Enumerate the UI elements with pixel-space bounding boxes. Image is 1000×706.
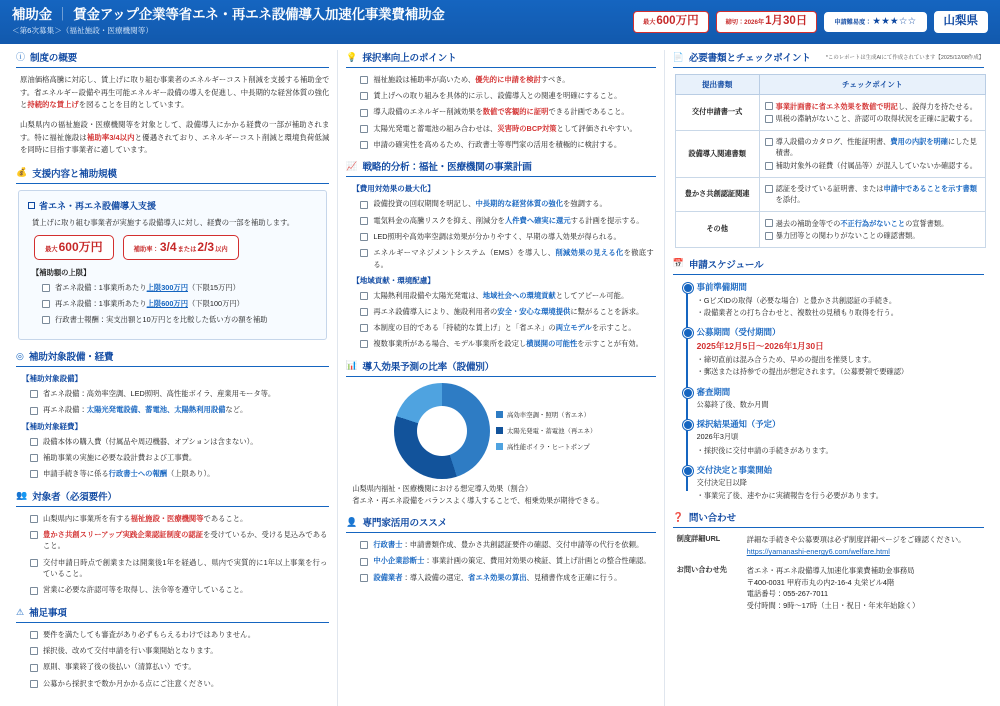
- item-post: を示すこと。: [591, 323, 636, 333]
- expert-highlight: 省エネ効果の算出: [468, 572, 527, 582]
- section-experts-header: [346, 515, 655, 533]
- item-pre: 電気料金の高騰リスクを抑え、削減分を: [373, 215, 505, 225]
- section-tips-title: 採択率向上のポイント: [362, 53, 457, 64]
- item-post: すべき。: [540, 75, 570, 84]
- check-post: を添付。: [775, 195, 805, 205]
- column-header-checkpoint: チェックポイント: [759, 75, 985, 95]
- calendar-icon: 📅: [672, 258, 684, 269]
- section-support-title: 支援内容と補助規模: [32, 168, 117, 180]
- timeline-item: [697, 386, 984, 411]
- item-pre: 営業に必要な許認可等を取得し、法令等を遵守していること。: [43, 585, 248, 595]
- check-pre: 県税の滞納がないこと、許認可の取得状況を正確に記載する。: [775, 114, 977, 124]
- cell-checkpoints: [759, 95, 985, 131]
- expert-name: 中小企業診断士: [373, 556, 425, 566]
- info-icon: ⓘ: [16, 51, 26, 62]
- contact-office-label: お問い合わせ先: [676, 564, 727, 574]
- title-separator: ｜: [55, 6, 70, 22]
- list-item: [765, 230, 980, 241]
- column-middle: [337, 50, 664, 706]
- list-item: [42, 298, 315, 310]
- cell-checkpoints: [759, 177, 985, 211]
- badge-max-amount: [633, 11, 709, 33]
- overview-paragraph-2: [20, 119, 329, 157]
- section-experts-title: 専門家活用のススメ: [362, 518, 448, 530]
- cell-document-name: 設備導入関連書類: [675, 130, 759, 177]
- item-post: （上限あり）。: [167, 468, 215, 478]
- pill-subsidy-rate: [123, 235, 239, 259]
- section-documents-title: 必要書類とチェックポイント: [688, 53, 811, 64]
- list-item: [765, 101, 980, 112]
- legend-label: 高効率空調・照明（省エネ）: [506, 412, 591, 420]
- page-subtitle: ＜第6次募集＞（福祉施設・医療機関等）: [12, 26, 153, 36]
- timeline-item: [697, 326, 984, 377]
- timeline-title: 公募期間（受付期間）: [696, 327, 781, 338]
- eligible-group2-list: [16, 436, 329, 480]
- item-pre: 導入設備のエネルギー削減効果を: [373, 107, 483, 117]
- document-icon: 📄: [672, 51, 684, 62]
- section-strategy: [346, 159, 655, 350]
- item-highlight: 優先的に申請を検討: [475, 75, 541, 84]
- item-post: を徹底する。: [373, 247, 654, 269]
- item-post: に繋がることを訴求。: [570, 306, 644, 316]
- timeline-item: [697, 418, 984, 455]
- list-item: [360, 74, 653, 86]
- overview-paragraph-1: [20, 74, 329, 112]
- timeline-bullet: ・設備業者との打ち合わせと、複数社の見積もり取得を行う。: [696, 308, 898, 318]
- chart-caption: [352, 483, 655, 506]
- badge-max-amount-value: 600万円: [656, 15, 699, 28]
- support-pills: [34, 235, 317, 259]
- expert-desc: ：導入設備の選定、: [402, 572, 469, 582]
- section-contact-header: [673, 510, 984, 528]
- strategy-group2-label: 【地域貢献・環境配慮】: [352, 275, 435, 285]
- item-post: を受けているか、受ける見込みであること。: [43, 529, 328, 551]
- contact-url-row: [673, 534, 984, 558]
- support-box-title: 省エネ・再エネ設備導入支援: [39, 200, 157, 211]
- cell-document-name: その他: [675, 212, 759, 248]
- table-header-row: [675, 75, 985, 95]
- item-highlight: 数値で客観的に証明: [482, 107, 549, 117]
- item-pre: 申請手続き等に係る: [43, 468, 109, 478]
- strategy-group1-list: [346, 198, 655, 270]
- item-post: する計画を提示する。: [570, 215, 644, 225]
- list-item: [360, 106, 653, 118]
- item-post: （下限15万円）: [188, 282, 240, 292]
- list-item: [30, 436, 327, 448]
- pill-max-amount: [34, 235, 114, 259]
- section-chart-header: [346, 359, 655, 377]
- item-pre: 山梨県内に事業所を有する: [43, 513, 131, 523]
- badge-deadline-label: 締切：2026年: [725, 19, 765, 27]
- section-notes-header: [16, 605, 329, 623]
- check-pre: 導入設備のカタログ、性能証明書、: [775, 137, 891, 147]
- column-header-document: 提出書類: [675, 75, 759, 95]
- check-pre: 暴力団等との関わりがないことの確認書類。: [775, 231, 920, 241]
- section-chart: [346, 359, 655, 506]
- item-highlight: 中長期的な経営体質の強化: [475, 199, 564, 209]
- badge-difficulty-label: 申請難易度：: [834, 19, 872, 27]
- legend-item: [496, 426, 608, 435]
- eligible-group1-list: [16, 388, 329, 416]
- badge-region-value: 山梨県: [943, 15, 978, 28]
- item-highlight: 地域社会への環境貢献: [482, 290, 556, 300]
- overview-p2-a: 山梨県内の福祉施設・医療機関等を対象として、設備導入にかかる経費の一部が補助されます。特に福祉施設は: [20, 119, 330, 142]
- cell-checkpoints: [759, 130, 985, 177]
- notes-list: [16, 629, 329, 689]
- strategy-group1-label: 【費用対効果の最大化】: [352, 184, 435, 194]
- people-icon: 👥: [16, 490, 28, 501]
- support-box-description: 賃上げに取り組む事業者が実施する設備導入に対し、経費の一部を補助します。: [32, 217, 295, 227]
- question-icon: ❓: [672, 511, 684, 522]
- section-notes: [16, 605, 329, 689]
- item-pre: 太陽熱利用設備や太陽光発電は、: [373, 290, 483, 300]
- list-item: [360, 198, 653, 210]
- expert-desc-post: 、見積書作成を正確に行う。: [526, 572, 622, 582]
- legend-item: [496, 442, 608, 451]
- item-highlight: 豊かさ共創スリーアップ実践企業認証制度の認証: [43, 529, 204, 539]
- timeline-bullet: ・締切直前は混み合うため、早めの提出を推奨します。: [696, 355, 876, 365]
- list-item: [42, 282, 315, 294]
- item-highlight: 両立モデル: [555, 323, 592, 333]
- list-item: [360, 215, 653, 227]
- list-item: [765, 113, 980, 124]
- support-box: [18, 190, 327, 340]
- section-tips: [346, 50, 655, 150]
- expert-desc: ：申請書類作成、豊かさ共創認証要件の確認、交付申請等の代行を依頼。: [402, 540, 644, 550]
- badge-max-amount-label: 最大: [643, 19, 656, 27]
- section-documents: [673, 50, 984, 248]
- table-row: [675, 212, 985, 248]
- item-pre: 複数事業所がある場合、モデル事業所を設定し: [373, 339, 527, 349]
- overview-p1-b: を図ることを目的としています。: [78, 100, 189, 110]
- section-overview-header: [16, 50, 329, 68]
- item-pre: LED照明や高効率空調は効果が分かりやすく、早期の導入効果が得られる。: [373, 231, 621, 241]
- item-post: できる計画であること。: [548, 107, 629, 117]
- legend-label: 高性能ボイラ・ヒートポンプ: [506, 444, 590, 452]
- check-pre: 補助対象外の経費（付属品等）が混入していないか確認する。: [775, 161, 977, 171]
- chart-bar-icon: 📊: [346, 360, 358, 371]
- check-post: にした見積書。: [775, 137, 977, 158]
- list-item: [30, 452, 327, 464]
- timeline-title: 採択結果通知（予定）: [696, 419, 781, 430]
- item-highlight: 上限300万円: [146, 282, 188, 292]
- ai-generation-note: *このレポートは生成AIにて作成されています【2025/12/08作成】: [825, 54, 984, 61]
- list-item: [30, 557, 327, 580]
- table-row: [675, 177, 985, 211]
- list-item: [30, 513, 327, 525]
- item-pre: 賃上げへの取り組みを具体的に示し、設備導入との関連を明確にすること。: [373, 91, 622, 101]
- section-notes-title: 補足事項: [29, 608, 67, 620]
- person-icon: 👤: [346, 516, 358, 527]
- legend-label: 太陽光発電・蓄電池（再エネ）: [506, 428, 597, 436]
- timeline-item: [697, 464, 984, 501]
- contact-office-name: 省エネ・再エネ設備導入加速化事業費補助金事務局: [746, 565, 915, 575]
- check-highlight: 申請中であることを示す書類: [883, 184, 977, 194]
- section-overview: [16, 50, 329, 157]
- section-support-header: [16, 166, 329, 184]
- contact-hours: 受付時間：9時～17時（土日・祝日・年末年始除く）: [746, 601, 920, 611]
- pill-max-value: 600万円: [58, 240, 103, 255]
- list-item: [765, 136, 980, 158]
- check-post: し、説得力を持たせる。: [897, 101, 977, 111]
- list-item: [360, 139, 653, 151]
- check-highlight: 費用の内訳を明確: [890, 137, 948, 147]
- eligible-group1-label: 【補助対象設備】: [22, 374, 82, 384]
- section-support: [16, 166, 329, 340]
- section-strategy-title: 戦略的分析：福祉・医療機関の事業計画: [362, 162, 532, 174]
- timeline-subtitle: 公募終了後、数か月間: [696, 399, 769, 409]
- item-post: を示すことが有効。: [577, 339, 643, 349]
- table-row: [675, 130, 985, 177]
- list-item: [42, 314, 315, 326]
- legend-swatch-icon: [496, 443, 503, 450]
- legend-swatch-icon: [496, 411, 503, 418]
- list-item: [360, 322, 653, 334]
- item-pre: 申請の確実性を高めるため、行政書士等専門家の活用を積極的に検討する。: [373, 139, 622, 149]
- item-pre: エネルギーマネジメントシステム（EMS）を導入し、: [373, 247, 556, 257]
- item-highlight: 行政書士への報酬: [108, 468, 168, 478]
- support-cap-list: [28, 282, 317, 326]
- contact-url-label: 制度詳細URL: [676, 534, 721, 544]
- list-item: [360, 555, 653, 567]
- list-item: [360, 539, 653, 551]
- item-pre: 再エネ設備導入により、施設利用者の: [373, 306, 498, 316]
- chart-legend: [496, 410, 608, 451]
- section-eligible-title: 補助対象設備・経費: [28, 352, 114, 364]
- header-title-block: [12, 8, 633, 37]
- timeline-title: 交付決定と事業開始: [696, 464, 773, 475]
- warning-icon: ⚠: [16, 606, 25, 617]
- badge-deadline: [716, 11, 818, 33]
- timeline-bullet: ・郵送または持参での提出が想定されます。（公募要領で要確認）: [696, 367, 909, 377]
- list-item: 要件を満たしても審査があり必ずもらえるわけではありません。: [30, 629, 327, 641]
- item-pre: 省エネ設備：高効率空調、LED照明、高性能ボイラ、産業用モータ等。: [43, 389, 276, 399]
- item-highlight: 横展開の可能性: [526, 339, 578, 349]
- eligible-group2-label: 【補助対象経費】: [22, 421, 82, 431]
- contact-address: 〒400-0031 甲府市丸の内2-16-4 丸栄ビル4階: [746, 577, 895, 587]
- list-item: [765, 183, 980, 205]
- section-target: [16, 489, 329, 597]
- list-item: [360, 338, 653, 350]
- page-title-rest: 賃金アップ企業等省エネ・再エネ設備導入加速化事業費補助金: [73, 6, 445, 22]
- overview-p2-highlight: 補助率3/4以内: [86, 132, 135, 142]
- badge-difficulty: [824, 12, 926, 32]
- checkbox-icon: [28, 202, 35, 209]
- check-pre: 認証を受けている証明書、または: [775, 184, 884, 194]
- column-left: [8, 50, 337, 706]
- timeline-title: 事前準備期間: [696, 281, 747, 292]
- section-target-header: [16, 489, 329, 507]
- cell-document-name: 豊かさ共創認証関連: [675, 177, 759, 211]
- pill-rate-tail: 以内: [215, 246, 228, 254]
- item-highlight: 上限600万円: [146, 298, 188, 308]
- experts-list: [346, 539, 655, 583]
- legend-swatch-icon: [496, 427, 503, 434]
- header-badges: [633, 11, 988, 33]
- item-pre: 設備本体の購入費（付属品や周辺機器、オプションは含まない）。: [43, 436, 258, 446]
- item-pre: 交付申請日時点で創業または開業後1年を経過し、県内で実質的に1年以上事業を行っていること。: [43, 557, 328, 579]
- section-strategy-header: [346, 159, 655, 177]
- item-highlight: 安全・安心な環境提供: [497, 306, 571, 316]
- chart-line-icon: 📈: [346, 160, 358, 171]
- section-experts: [346, 515, 655, 583]
- list-item: [30, 584, 327, 596]
- list-item: [360, 231, 653, 243]
- check-pre: 過去の補助金等での: [775, 218, 841, 228]
- star-rating-icon: ★★★☆☆: [872, 16, 917, 28]
- pill-rate-conj: または: [177, 246, 197, 254]
- item-post: を強調する。: [563, 199, 607, 209]
- section-contact: [673, 510, 984, 612]
- money-icon: 💰: [16, 167, 28, 178]
- pill-max-label: 最大: [45, 246, 58, 254]
- list-item: [360, 247, 653, 270]
- strategy-group2-list: [346, 290, 655, 350]
- section-eligible-header: [16, 349, 329, 367]
- support-cap-label: 【補助額の上限】: [32, 267, 91, 277]
- badge-region: [934, 11, 989, 33]
- list-item: [765, 218, 980, 229]
- program-detail-link[interactable]: https://yamanashi-energy6.com/welfare.html: [746, 547, 890, 557]
- contact-phone: 電話番号：055-267-7011: [746, 589, 829, 599]
- section-eligible-equipment: [16, 349, 329, 479]
- schedule-timeline: [683, 281, 984, 501]
- pill-rate-label: 補助率：: [133, 246, 159, 254]
- section-schedule-title: 申請スケジュール: [688, 259, 764, 271]
- cell-document-name: 交付申請書一式: [675, 95, 759, 131]
- page-header: [0, 0, 1000, 44]
- section-overview-title: 制度の概要: [30, 53, 77, 64]
- item-pre: 再エネ設備：: [43, 405, 87, 415]
- item-pre: 本制度の目的である「持続的な賃上げ」と「省エネ」の: [373, 323, 556, 333]
- timeline-title: 審査期間: [696, 386, 731, 397]
- item-highlight: 人件費へ確実に還元: [504, 215, 571, 225]
- item-highlight: 災害時のBCP対策: [497, 123, 557, 133]
- list-item: [360, 290, 653, 302]
- item-pre: 省エネ設備：1事業所あたり: [55, 282, 147, 292]
- list-item: 公募から採択まで数か月かかる点にご注意ください。: [30, 678, 327, 690]
- timeline-bullet: ・GビズIDの取得（必要な場合）と豊かさ共創認証の手続き。: [696, 295, 897, 305]
- section-contact-title: 問い合わせ: [688, 513, 736, 525]
- item-post: など。: [225, 405, 248, 415]
- timeline-bullet: ・採択後に交付申請の手続きがあります。: [696, 445, 833, 455]
- item-highlight: 福祉施設・医療機関等: [130, 513, 204, 523]
- expert-name: 設備業者: [373, 572, 403, 582]
- content-columns: [0, 44, 1000, 706]
- contact-url-description: 詳細な手続きや公募要項は必ず制度詳細ページをご確認ください。: [746, 535, 966, 545]
- item-pre: 福祉施設は補助率が高いため、: [373, 75, 476, 84]
- chart-caption-line1: 山梨県内福祉・医療機関における想定導入効果（割合）: [352, 483, 533, 493]
- contact-url-value: [747, 534, 984, 558]
- section-tips-header: [346, 50, 655, 68]
- timeline-subtitle: 2026年3月頃: [696, 432, 739, 442]
- item-highlight: 削減効果の見える化: [555, 247, 624, 257]
- item-pre: 太陽光発電と蓄電池の組み合わせは、: [373, 123, 498, 133]
- timeline-bullet: ・事業完了後、速やかに実績報告を行う必要があります。: [696, 491, 883, 501]
- check-highlight: 事業計画書に省エネ効果を数値で明記: [775, 101, 898, 111]
- section-chart-title: 導入効果予測の比率（設備別）: [362, 361, 495, 373]
- list-item: [360, 123, 653, 135]
- contact-office-row: [673, 565, 984, 612]
- badge-deadline-value: 1月30日: [765, 15, 808, 28]
- list-item: [30, 529, 327, 552]
- item-highlight: 太陽光発電設備、蓄電池、太陽熱利用設備: [86, 405, 226, 415]
- item-post: （下限100万円）: [188, 298, 244, 308]
- timeline-subtitle: 交付決定日以降: [696, 477, 747, 487]
- bulb-icon: 💡: [346, 51, 358, 62]
- cell-checkpoints: [759, 212, 985, 248]
- item-post: として評価されやすい。: [556, 123, 637, 133]
- list-item: [360, 306, 653, 318]
- item-pre: 補助事業の実施に必要な設計費および工事費。: [43, 452, 197, 462]
- contact-office-value: [747, 565, 984, 612]
- section-documents-header: [673, 50, 984, 68]
- check-highlight: 不正行為がないこと: [840, 218, 906, 228]
- overview-p1-a: 原油価格高騰に対応し、賃上げに取り組む事業者のエネルギーコスト削減を支援する補助金です。省エネルギー設備や再生可能エネルギー設備の導入を促進し、中長期的な経営体質の強化と: [20, 75, 330, 110]
- item-pre: 再エネ設備：1事業所あたり: [55, 298, 147, 308]
- pill-rate-value-1: 3/4: [159, 240, 177, 255]
- page-title-main: 補助金: [12, 6, 52, 22]
- documents-table: [675, 74, 986, 248]
- expert-name: 行政書士: [373, 540, 403, 550]
- tips-list: [346, 74, 655, 150]
- item-pre: 設備投資の回収期間を明記し、: [373, 199, 476, 209]
- chart-caption-line2: 省エネ・再エネ設備をバランスよく導入することで、相乗効果が期待できる。: [352, 495, 604, 505]
- timeline-item: [697, 281, 984, 318]
- legend-item: [496, 410, 608, 419]
- item-pre: 行政書士報酬：実支出額と10万円とを比較した低い方の額を補助: [55, 315, 268, 325]
- list-item: [360, 90, 653, 102]
- overview-p2-b: と優遇されており、エネルギーコスト削減と環境負荷低減を同時に目指す事業者に適しています。: [20, 132, 330, 155]
- list-item: [765, 160, 980, 171]
- list-item: 原則、事業終了後の後払い（清算払い）です。: [30, 661, 327, 673]
- list-item: [30, 468, 327, 480]
- item-post: としてアピール可能。: [555, 290, 629, 300]
- check-post: の宣誓書類。: [905, 218, 949, 228]
- section-schedule-header: [673, 257, 984, 275]
- donut-chart: [346, 383, 655, 479]
- donut-hole: [417, 406, 467, 456]
- table-row: [675, 95, 985, 131]
- overview-p1-highlight: 持続的な賃上げ: [27, 100, 79, 110]
- donut-chart-graphic: [394, 383, 490, 479]
- list-item: [30, 388, 327, 400]
- target-list: [16, 513, 329, 597]
- column-right: [665, 50, 992, 706]
- section-schedule: [673, 257, 984, 501]
- list-item: [360, 572, 653, 584]
- pill-rate-value-2: 2/3: [197, 240, 215, 255]
- list-item: [30, 404, 327, 416]
- timeline-date: 2025年12月5日～2026年1月30日: [696, 341, 824, 352]
- support-box-title-row: [28, 199, 317, 212]
- target-icon: ◎: [16, 350, 24, 361]
- list-item: 採択後、改めて交付申請を行い事業開始となります。: [30, 645, 327, 657]
- item-post: であること。: [203, 513, 248, 523]
- section-target-title: 対象者（必須要件）: [32, 491, 117, 503]
- page-title: [12, 8, 633, 23]
- expert-desc: ：事業計画の策定、費用対効果の検証、賃上げ計画との整合性確認。: [424, 556, 651, 566]
